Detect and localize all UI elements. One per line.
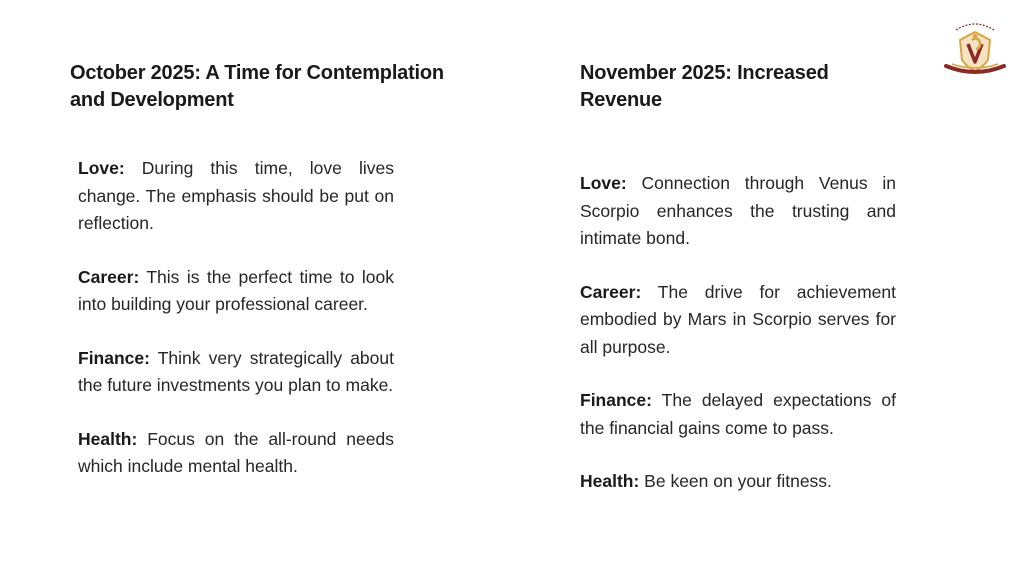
october-heading: October 2025: A Time for Contemplation and Development [70, 62, 444, 111]
love-label: Love: [580, 173, 627, 193]
career-text: The drive for achievement embodied by Mars in Scorpio serves for all purpose. [580, 281, 896, 357]
october-career-paragraph [78, 264, 394, 319]
october-column [78, 155, 394, 507]
november-love-paragraph [580, 170, 896, 253]
love-text: Connection through Venus in Scorpio enhances the trusting and intimate bond. [580, 173, 896, 248]
health-label: Health: [580, 471, 640, 491]
november-heading: November 2025: Increased Revenue [580, 62, 829, 111]
november-career-paragraph [580, 279, 896, 362]
love-text: During this time, love lives change. The emphasis should be put on reflection. [78, 158, 394, 233]
october-finance-paragraph [78, 345, 394, 400]
finance-label: Finance: [580, 390, 652, 410]
brand-logo-icon [942, 16, 1008, 80]
finance-text: Think very strategically about the future investments you plan to make. [78, 347, 394, 395]
love-label: Love: [78, 158, 125, 178]
november-finance-paragraph [580, 387, 896, 442]
november-column [580, 170, 896, 522]
career-label: Career: [78, 266, 140, 287]
health-text: Focus on the all-round needs which include mental health. [78, 428, 394, 476]
october-health-paragraph [78, 426, 394, 481]
october-love-paragraph [78, 155, 394, 238]
health-text: Be keen on your fitness. [639, 471, 832, 491]
finance-label: Finance: [78, 347, 150, 368]
career-label: Career: [580, 281, 642, 302]
career-text: This is the perfect time to look into building your professional career. [78, 266, 394, 314]
finance-text: The delayed expectations of the financial gains come to pass. [580, 390, 896, 438]
health-label: Health: [78, 428, 138, 449]
november-health-paragraph [580, 468, 896, 496]
